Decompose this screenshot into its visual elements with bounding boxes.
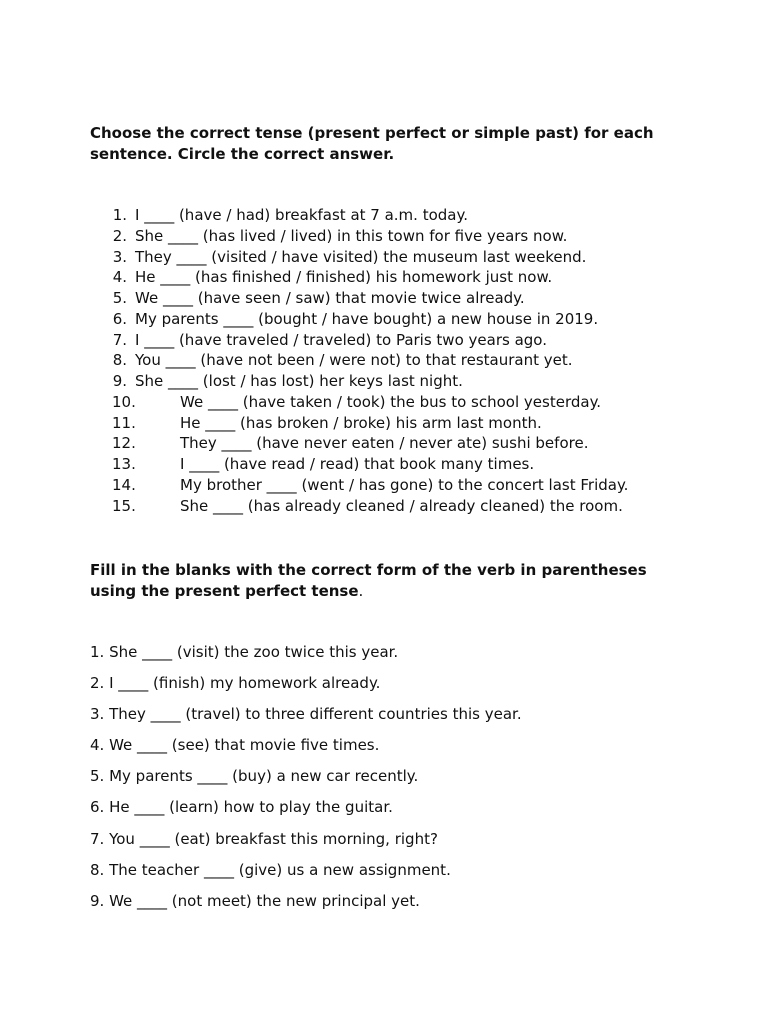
item-sentence: They ____ (visited / have visited) the museum last weekend. — [135, 247, 587, 266]
item-number: 5. — [112, 289, 127, 307]
fill-in-blank-list — [90, 642, 522, 922]
item-number: 8. — [112, 351, 127, 370]
item-sentence: She ____ (lost / has lost) her keys last night. — [135, 372, 463, 390]
item-sentence: I ____ (have read / read) that book many times. — [180, 455, 535, 473]
list-item: 4. We ____ (see) that movie five times. — [90, 736, 380, 755]
item-number: 12. — [112, 434, 136, 453]
list-item: 3. They ____ (travel) to three different countries this year. — [90, 705, 522, 724]
item-number: 10. — [112, 392, 136, 411]
item-number: 13. — [112, 455, 136, 473]
item-sentence: We ____ (have seen / saw) that movie twice already. — [135, 289, 525, 307]
item-number: 3. — [112, 247, 127, 266]
item-number: 11. — [112, 413, 136, 432]
item-sentence: They ____ (have never eaten / never ate) sushi before. — [180, 434, 589, 453]
item-sentence: My brother ____ (went / has gone) to the concert last Friday. — [180, 475, 629, 494]
item-sentence: He ____ (has broken / broke) his arm last month. — [180, 413, 542, 432]
section2-instructions — [90, 560, 690, 602]
item-number: 15. — [112, 496, 136, 515]
item-number: 9. — [112, 372, 127, 390]
item-sentence: You ____ (have not been / were not) to that restaurant yet. — [135, 351, 573, 370]
item-sentence: He ____ (has finished / finished) his homework just now. — [135, 268, 553, 287]
list-item: 2. I ____ (finish) my homework already. — [90, 674, 381, 693]
list-item: 1. She ____ (visit) the zoo twice this year. — [90, 643, 399, 661]
item-number: 2. — [112, 226, 127, 245]
item-number: 6. — [112, 309, 127, 328]
item-sentence: We ____ (have taken / took) the bus to school yesterday. — [180, 392, 602, 411]
list-item: 5. My parents ____ (buy) a new car recently. — [90, 767, 419, 786]
item-sentence: My parents ____ (bought / have bought) a new house in 2019. — [135, 309, 599, 328]
item-sentence: She ____ (has already cleaned / already cleaned) the room. — [180, 496, 623, 515]
section2-instructions-period: . — [358, 582, 364, 600]
item-number: 4. — [112, 268, 127, 287]
list-item: 6. He ____ (learn) how to play the guitar. — [90, 798, 393, 817]
item-number: 14. — [112, 475, 136, 494]
item-number: 7. — [112, 330, 127, 349]
list-item: 9. We ____ (not meet) the new principal yet. — [90, 891, 420, 910]
item-sentence: She ____ (has lived / lived) in this town for five years now. — [135, 226, 568, 245]
list-item: 7. You ____ (eat) breakfast this morning, right? — [90, 829, 438, 848]
section2-instructions-text: Fill in the blanks with the correct form of the verb in parentheses using the present perfect tense — [90, 561, 647, 600]
list-item: 8. The teacher ____ (give) us a new assignment. — [90, 860, 451, 879]
item-sentence: I ____ (have traveled / traveled) to Paris two years ago. — [135, 330, 547, 349]
item-number: 1. — [112, 206, 127, 224]
section1-instructions: Choose the correct tense (present perfect or simple past) for each sentence. Circle the correct answer. — [90, 124, 654, 163]
item-sentence: I ____ (have / had) breakfast at 7 a.m. today. — [135, 206, 468, 224]
